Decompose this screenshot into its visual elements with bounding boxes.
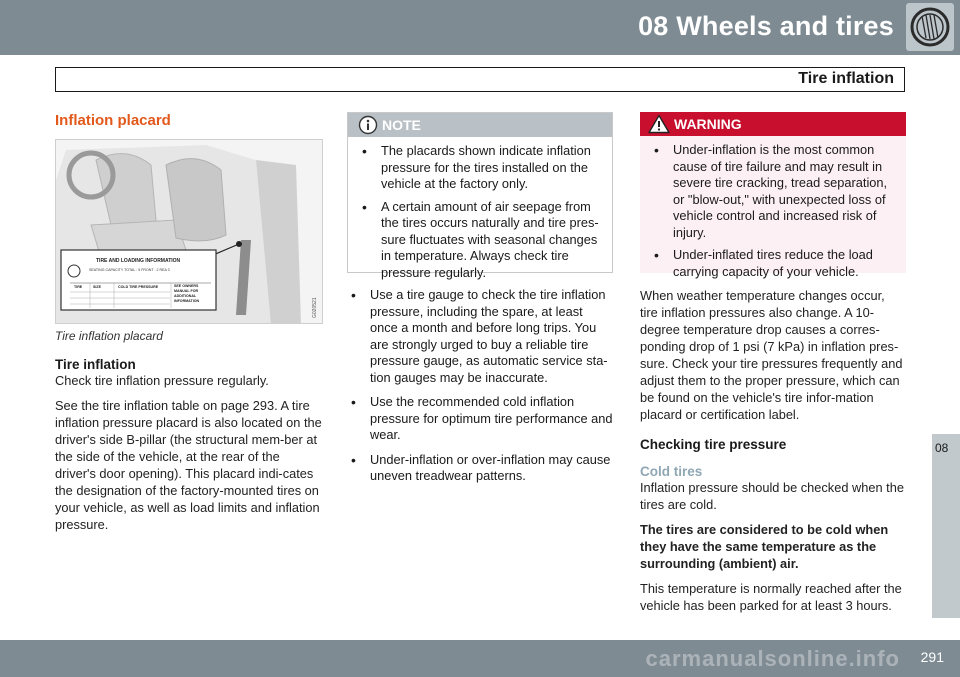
list-item: • Use the recommended cold inflation pressure for optimum tire performance and wear. [347, 394, 613, 444]
placard-col-manual-wrap [174, 284, 210, 308]
section-title: Tire inflation [798, 70, 894, 87]
left-paragraph-2: See the tire inflation table on page 293. A tire inflation pressure placard is also located on the driver's side B-pillar (the structural mem-ber at the side of the vehicle, at the rear of the driver's door opening). This placard indi-cates the designation of the factory-mounted tires on your vehicle, as well as load limits and inflation pressure. [55, 398, 322, 532]
middle-column [347, 112, 613, 493]
warning-label: WARNING [674, 116, 742, 132]
checking-tire-pressure-heading: Checking tire pressure [640, 437, 787, 452]
tire-inflation-heading: Tire inflation [55, 357, 136, 372]
tire-icon [906, 3, 954, 51]
side-tab-label: 08 [935, 441, 949, 455]
warning-item: • Under-inflated tires reduce the load carrying capacity of your vehicle. [650, 247, 896, 280]
list-item: • Use a tire gauge to check the tire inflation pressure, including the spare, at least once a month and before long trips. You are strongly urged to buy a reliable tire pressure gauge, as automatic service sta-tion gauges may be inaccurate. [347, 287, 613, 386]
header-band [0, 0, 960, 55]
warning-box [640, 112, 906, 279]
placard-seating: SEATING CAPACITY TOTAL : 5 FRONT : 2 REA 3 [89, 268, 170, 272]
tire-gauge-list [347, 273, 613, 485]
right-column [640, 112, 906, 614]
right-paragraph-1: When weather temperature changes occur, tire inflation pressures also change. A 10-degree temperature drop causes a corres-ponding drop of 1 psi (7 kPa) in inflation pres-sure. Check your tire pressures frequently and adjust them to the proper pressure, which can be found on the vehicle's tire infor-mation placard or certification label. [640, 288, 903, 422]
warning-header [640, 112, 906, 136]
placard-photo [55, 139, 323, 324]
page-number: 291 [920, 649, 944, 665]
chapter-side-tab [932, 434, 960, 618]
right-paragraph-3: The tires are considered to be cold when they have the same temperature as the surrounding (ambient) air. [640, 522, 889, 571]
note-item: • The placards shown indicate inflation pressure for the tires installed on the vehicle at the factory only. [358, 143, 602, 193]
placard-col-pressure: COLD TIRE PRESSURE [118, 285, 159, 289]
placard-col-manual: SEE OWNERS MANUAL FOR ADDITIONAL INFORMATION [174, 284, 200, 303]
left-column [55, 112, 323, 533]
note-label: NOTE [382, 117, 421, 133]
chapter-title: 08 Wheels and tires [638, 11, 894, 41]
note-list [348, 137, 612, 281]
list-item: • Under-inflation or over-inflation may cause uneven treadwear patterns. [347, 452, 613, 485]
section-title-bar [55, 67, 905, 92]
note-item: • A certain amount of air seepage from the tires occurs naturally and tire pres-sure fluctuates with seasonal changes in temperature. Always check tire pressure regularly. [358, 199, 602, 282]
cold-tires-heading: Cold tires [640, 464, 703, 479]
right-paragraph-2: Inflation pressure should be checked when the tires are cold. [640, 480, 904, 512]
warning-item: • Under-inflation is the most common cause of tire failure and may result in severe tire cracking, tread separation, or "blow-out," with unexpected loss of vehicle control and increased risk of injury. [650, 142, 896, 241]
watermark: carmanualsonline.info [645, 646, 900, 671]
inflation-placard-heading: Inflation placard [55, 112, 171, 129]
placard-col-tire: TIRE [74, 285, 83, 289]
placard-col-size: SIZE [93, 285, 101, 289]
warning-list [640, 136, 906, 280]
right-paragraph-4: This temperature is normally reached after the vehicle has been parked for at least 3 hours. [640, 581, 902, 613]
footer-band [0, 640, 960, 677]
placard-title: TIRE AND LOADING INFORMATION [96, 258, 181, 264]
warning-icon [648, 114, 670, 139]
figure-code: G020521 [312, 297, 318, 318]
note-box [347, 112, 613, 280]
figure-caption: Tire inflation placard [55, 329, 163, 343]
left-paragraph-1: Check tire inflation pressure regularly. [55, 373, 269, 388]
info-icon [358, 115, 378, 140]
note-header [348, 113, 612, 137]
